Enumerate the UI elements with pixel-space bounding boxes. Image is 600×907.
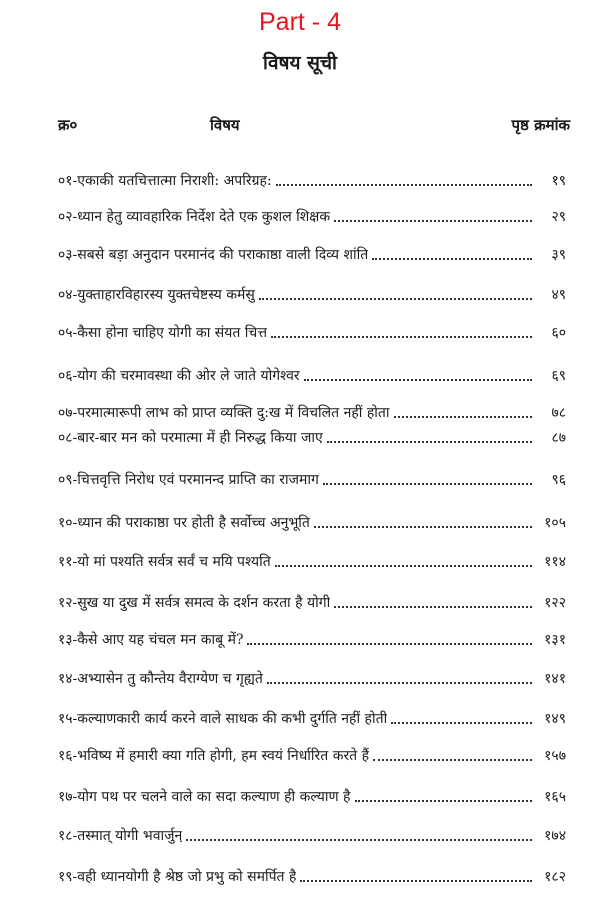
toc-entry-title: ध्यान की पराकाष्ठा पर होती है सर्वोच्च अनुभूति	[77, 515, 310, 531]
toc-entry-page: ६०	[551, 325, 566, 341]
toc-entry-number: ०६-	[58, 368, 78, 384]
toc-entry	[58, 365, 566, 387]
toc-entry-title: ध्यान हेतु व्यावहारिक निर्देश देते एक कुशल शिक्षक	[77, 209, 331, 225]
toc-entry-number: ०३-	[58, 247, 78, 263]
toc-entry	[58, 322, 566, 344]
toc-entry	[58, 427, 566, 449]
toc-entry-page: ८७	[551, 430, 566, 446]
toc-leader-dots	[276, 184, 532, 186]
toc-leader-dots	[323, 483, 532, 485]
toc-leader-dots	[334, 220, 532, 222]
column-number-header: क्र०	[58, 116, 78, 134]
toc-entry	[58, 629, 566, 651]
toc-entry-title: सबसे बड़ा अनुदान परमानंद की पराकाष्ठा वाली दिव्य शांति	[77, 247, 369, 263]
toc-entry-title: कल्याणकारी कार्य करने वाले साधक की कभी दुर्गति नहीं होती	[77, 711, 388, 727]
toc-entry-number: १२-	[58, 595, 78, 611]
toc-entry-page: ६९	[551, 368, 566, 384]
toc-entry-title: बार-बार मन को परमात्मा में ही निरुद्ध किया जाए	[77, 430, 323, 446]
column-page-header: पृष्ठ क्रमांक	[511, 116, 570, 134]
toc-entry-title: भविष्य में हमारी क्या गति होगी, हम स्वयं निर्धारित करते हैं	[77, 748, 370, 764]
toc-entry	[58, 592, 566, 614]
toc-entry-title: यो मां पश्यति सर्वत्र सर्वं च मयि पश्यति	[77, 554, 271, 570]
toc-entry-number: १०-	[58, 515, 78, 531]
toc-entry-title: कैसे आए यह चंचल मन काबू में?	[77, 632, 244, 648]
toc-entry	[58, 825, 566, 847]
toc-entry	[58, 786, 566, 808]
toc-entry-page: २९	[551, 209, 566, 225]
toc-entry	[58, 745, 566, 767]
toc-entry	[58, 402, 566, 424]
toc-entry	[58, 244, 566, 266]
toc-entry-page: १०५	[544, 515, 566, 531]
toc-entry	[58, 866, 566, 888]
toc-entry-title: वही ध्यानयोगी है श्रेष्ठ जो प्रभु को समर्पित है	[77, 869, 297, 885]
toc-leader-dots	[186, 839, 532, 841]
toc-entry-number: १६-	[58, 748, 78, 764]
toc-entry	[58, 206, 566, 228]
toc-entry	[58, 284, 566, 306]
document-title: विषय सूची	[263, 52, 337, 74]
toc-entry-title: योग पथ पर चलने वाले का सदा कल्याण ही कल्याण है	[77, 789, 351, 805]
toc-entry-number: १९-	[58, 869, 78, 885]
column-subject-header: विषय	[210, 116, 240, 134]
toc-entry-title: योग की चरमावस्था की ओर ले जाते योगेश्वर	[77, 368, 300, 384]
toc-entry-number: १३-	[58, 632, 78, 648]
toc-entry-title: अभ्यासेन तु कौन्तेय वैराग्येण च गृह्यते	[77, 671, 263, 687]
toc-entry-page: ७८	[551, 405, 566, 421]
toc-leader-dots	[271, 336, 532, 338]
toc-entry-page: १५७	[544, 748, 566, 764]
toc-entry-number: ०१-	[58, 173, 78, 189]
toc-entry-title: एकाकी यतचित्तात्मा निराशी: अपरिग्रह:	[77, 173, 272, 189]
toc-leader-dots	[304, 379, 532, 381]
toc-entry	[58, 668, 566, 690]
toc-entry	[58, 708, 566, 730]
toc-leader-dots	[259, 298, 532, 300]
toc-entry-title: युक्ताहारविहारस्य युक्तचेष्टस्य कर्मसु	[77, 287, 255, 303]
toc-entry-page: १९	[551, 173, 566, 189]
toc-entry	[58, 512, 566, 534]
toc-entry-page: ९६	[551, 472, 566, 488]
toc-entry-page: १४१	[544, 671, 566, 687]
toc-entry-number: १५-	[58, 711, 78, 727]
toc-leader-dots	[355, 800, 533, 802]
toc-entry-page: १२२	[544, 595, 566, 611]
toc-entry-page: ४९	[551, 287, 566, 303]
toc-leader-dots	[267, 682, 532, 684]
toc-entry-number: १४-	[58, 671, 78, 687]
toc-entry-page: १३१	[544, 632, 566, 648]
toc-entry-number: ०८-	[58, 430, 78, 446]
toc-entry-number: ०४-	[58, 287, 78, 303]
toc-leader-dots	[314, 526, 532, 528]
toc-leader-dots	[327, 441, 532, 443]
toc-leader-dots	[275, 565, 532, 567]
toc-entry-title: चित्तवृत्ति निरोध एवं परमानन्द प्राप्ति का राजमाग	[77, 472, 319, 488]
toc-entry-title: तस्मात् योगी भवार्जुन्	[77, 828, 183, 844]
toc-entry-number: ११-	[58, 554, 78, 570]
toc-leader-dots	[391, 722, 532, 724]
toc-entry-page: १८२	[544, 869, 566, 885]
toc-entry	[58, 170, 566, 192]
toc-leader-dots	[372, 258, 532, 260]
toc-leader-dots	[373, 759, 532, 761]
toc-entry-title: सुख या दुख में सर्वत्र समत्व के दर्शन करता है योगी	[77, 595, 331, 611]
toc-leader-dots	[247, 643, 532, 645]
toc-entry-number: १८-	[58, 828, 78, 844]
toc-entry-number: ०२-	[58, 209, 78, 225]
toc-leader-dots	[334, 606, 532, 608]
toc-entry-page: १७४	[544, 828, 566, 844]
toc-entry-page: ११४	[544, 554, 566, 570]
toc-entry-page: १६५	[544, 789, 566, 805]
toc-entry-number: १७-	[58, 789, 78, 805]
toc-entry-number: ०५-	[58, 325, 78, 341]
toc-entry	[58, 469, 566, 491]
toc-entry-page: ३९	[551, 247, 566, 263]
toc-leader-dots	[394, 416, 532, 418]
part-title: Part - 4	[259, 8, 341, 36]
toc-entry-number: ०७-	[58, 405, 78, 421]
toc-entry-page: १४९	[544, 711, 566, 727]
toc-entry	[58, 551, 566, 573]
toc-leader-dots	[300, 880, 532, 882]
toc-entry-title: कैसा होना चाहिए योगी का संयत चित्त	[77, 325, 267, 341]
toc-entry-title: परमात्मारूपी लाभ को प्राप्त व्यक्ति दु:ख में विचलित नहीं होता	[77, 405, 390, 421]
toc-entry-number: ०९-	[58, 472, 78, 488]
